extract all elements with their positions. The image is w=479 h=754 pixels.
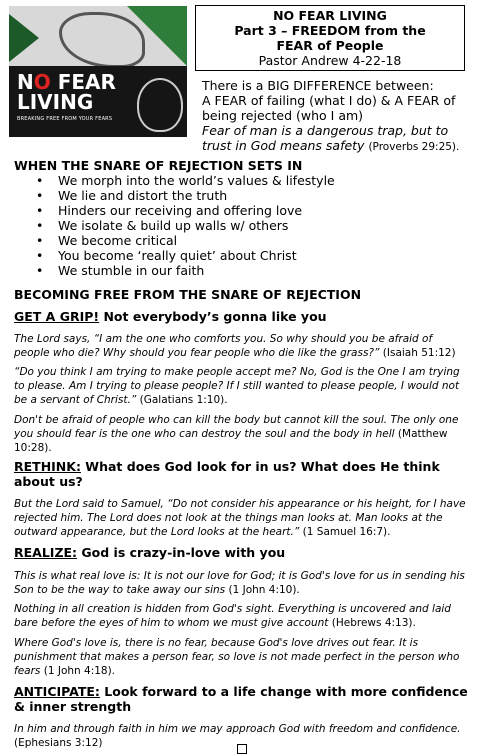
- intro-line2: A FEAR of failing (what I do) & A FEAR of being rejected (who I am): [202, 93, 456, 123]
- list-item: • We morph into the world’s values & lifestyle: [14, 173, 335, 188]
- heading-get-a-grip: GET A GRIP! Not everybody’s gonna like you: [14, 309, 327, 324]
- heading-anticipate: ANTICIPATE: Look forward to a life change with more confidence & inner strength: [14, 684, 468, 714]
- checkbox[interactable]: [237, 744, 247, 754]
- title-box: [195, 5, 465, 71]
- green-arrow-shape: [9, 14, 39, 62]
- intro-text: [202, 78, 472, 155]
- title-line2: Part 3 – FREEDOM from the: [234, 23, 426, 38]
- quote-1john-4-18: Where God's love is, there is no fear, because God's love drives out fear. It is punishment that makes a person fear, so love is not made perfect in the person who fears (1 John 4:18).: [14, 637, 460, 677]
- heading-rethink: RETHINK: What does God look for in us? What does He think about us?: [14, 459, 440, 489]
- quote-hebrews: Nothing in all creation is hidden from God's sight. Everything is uncovered and laid bare before the eyes of him to whom we must give account (Hebrews 4:13).: [14, 603, 451, 629]
- logo-line2: LIVING: [17, 90, 94, 114]
- rejection-list: [14, 173, 335, 278]
- list-item: • We stumble in our faith: [14, 263, 335, 278]
- list-item: • We become critical: [14, 233, 335, 248]
- section-heading-freedom: BECOMING FREE FROM THE SNARE OF REJECTION: [14, 287, 362, 302]
- title-line3: FEAR of People: [276, 38, 384, 53]
- quote-ephesians: In him and through faith in him we may approach God with freedom and confidence. (Ephesians 3:12): [14, 723, 461, 749]
- heading-realize: REALIZE: God is crazy-in-love with you: [14, 545, 286, 560]
- logo-tagline: BREAKING FREE FROM YOUR FEARS: [17, 116, 113, 122]
- intro-quote: Fear of man is a dangerous trap, but to trust in God means safety (Proverbs 29:25).: [202, 123, 460, 153]
- list-item: • We isolate & build up walls w/ others: [14, 218, 335, 233]
- quote-samuel: But the Lord said to Samuel, “Do not consider his appearance or his height, for I have rejected him. The Lord does not look at the things man looks at. Man looks at the outward appearance, but the Lord looks at the heart.” (1 Samuel 16:7).: [14, 498, 466, 538]
- quote-isaiah: The Lord says, “I am the one who comforts you. So why should you be afraid of people who die? Why should you fear people who die like the grass?” (Isaiah 51:12): [14, 333, 456, 359]
- heart-graphic: [137, 78, 183, 132]
- title-line1: NO FEAR LIVING: [273, 8, 387, 23]
- quote-1john-4-10: This is what real love is: It is not our love for God; it is God's love for us in sending his Son to be the way to take away our sins (1 John 4:10).: [14, 570, 465, 596]
- logo-line1: NO FEAR: [17, 70, 116, 94]
- list-item: • You become ‘really quiet’ about Christ: [14, 248, 335, 263]
- list-item: • Hinders our receiving and offering love: [14, 203, 335, 218]
- intro-line1: There is a BIG DIFFERENCE between:: [202, 78, 434, 93]
- quote-matthew: Don't be afraid of people who can kill the body but cannot kill the soul. The only one you should fear is the one who can destroy the soul and the body in hell (Matthew 10:28).: [14, 414, 459, 454]
- section-heading-rejection: WHEN THE SNARE OF REJECTION SETS IN: [14, 158, 303, 173]
- title-line4: Pastor Andrew 4-22-18: [258, 53, 402, 68]
- list-item: • We lie and distort the truth: [14, 188, 335, 203]
- quote-galatians: “Do you think I am trying to make people accept me? No, God is the One I am trying to please. Am I trying to please people? If I still wanted to please people, I would not be a servant of Christ.” (Galatians 1:10).: [14, 366, 460, 406]
- header-image: [9, 6, 187, 137]
